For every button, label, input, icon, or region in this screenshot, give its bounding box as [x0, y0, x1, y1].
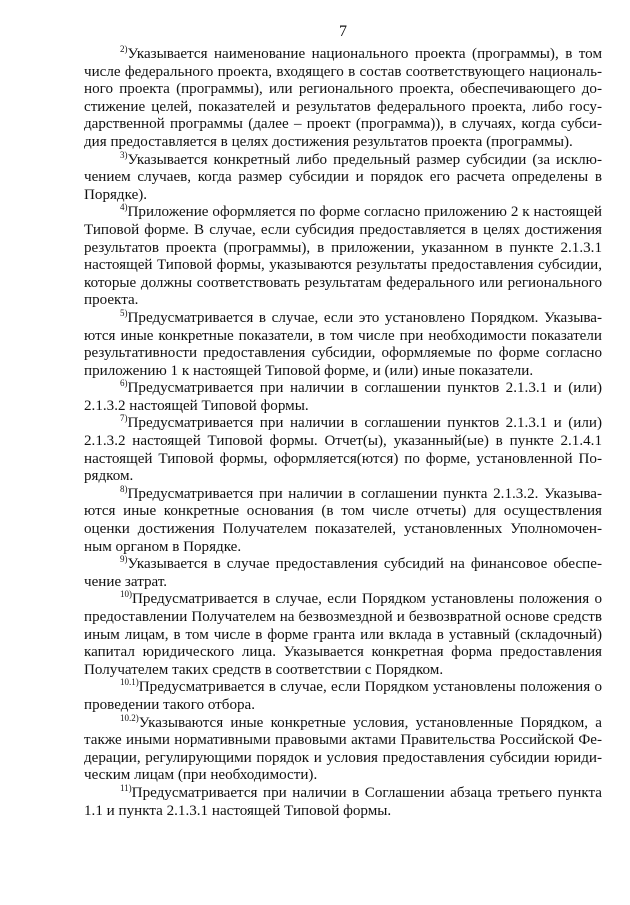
footnote-text: Предусматривается при наличии в соглашении пункта 2.1.3.2. Указываются иные конкретные основания (в том числе отчеты) для осуществления оценки достижения Получателем показателей, установленных Уполномоченным органом в Порядке. [84, 485, 602, 555]
footnote-text: Предусматривается при наличии в соглашении пунктов 2.1.3.1 и (или) 2.1.3.2 настоящей Типовой формы. [84, 380, 602, 414]
footnote-7 [84, 415, 602, 485]
footnote-marker: 5) [120, 307, 128, 318]
footnote-text: Предусматривается при наличии в соглашении пунктов 2.1.3.1 и (или) 2.1.3.2 настоящей Типовой формы. Отчет(ы), указанный(ые) в пункте 2.1.4.1 настоящей Типовой формы, оформляется(ются) по форме, установленной Порядком. [84, 415, 602, 485]
footnote-text: Указываются иные конкретные условия, установленные Порядком, а также иными нормативными правовыми актами Правительства Российской Федерации, регулирующими порядок и условия предоставления субсидии юридическим лицам (при необходимости). [84, 714, 602, 784]
footnote-9 [84, 556, 602, 591]
footnote-marker: 4) [120, 202, 128, 213]
footnote-marker: 3) [120, 149, 128, 160]
footnote-4 [84, 204, 602, 310]
page-number: 7 [339, 23, 347, 40]
footnote-text: Предусматривается в случае, если это установлено Порядком. Указываются иные конкретные показатели, в том числе при необходимости показатели результативности предоставления субсидии, оформляемые по форме согласно приложению 1 к настоящей Типовой форме, и (или) иные показатели. [84, 309, 602, 379]
footnote-marker: 9) [120, 554, 128, 565]
footnote-3 [84, 149, 602, 205]
footnote-2 [84, 46, 602, 152]
footnote-marker: 10.1) [120, 677, 139, 688]
footnote-text: Предусматривается при наличии в Соглашении абзаца третьего пункта 1.1 и пункта 2.1.3.1 настоящей Типовой формы. [84, 784, 602, 819]
footnote-marker: 10) [120, 589, 132, 600]
footnote-text: Указывается в случае предоставления субсидий на финансовое обеспечение затрат. [84, 556, 602, 590]
footnote-marker: 6) [120, 378, 128, 389]
footnote-text: Указывается наименование национального проекта (программы), в том числе федерального проекта, входящего в состав соответствующего национального проекта (программы), или регионального проекта, обеспечивающего достижение целей, показателей и результатов федерального проекта, либо государственной программы (далее – проект (программа)), в случаях, когда субсидия предоставляется в целях достижения результатов проекта (программы). [84, 46, 602, 150]
footnote-8 [84, 483, 602, 556]
footnote-10 [84, 591, 602, 679]
footnote-5 [84, 307, 602, 380]
footnote-text: Предусматривается в случае, если Порядком установлены положения о предоставлении Получателем на безвозмездной и безвозвратной основе средств иным лицам, в том числе в форме гранта или вклада в уставный (складочный) капитал юридического лица. Указывается конкретная форма предоставления Получателем таких средств в соответствии с Порядком. [84, 591, 602, 678]
footnote-text: Предусматривается в случае, если Порядком установлены положения о проведении такого отбора. [84, 679, 602, 713]
footnote-marker: 2) [120, 44, 128, 54]
footnote-marker: 8) [120, 483, 128, 494]
footnote-11 [84, 782, 602, 820]
footnote-6 [84, 380, 602, 415]
footnote-marker: 11) [120, 782, 132, 793]
footnote-marker: 10.2) [120, 712, 139, 723]
footnote-marker: 7) [120, 413, 128, 424]
footnote-10-2 [84, 712, 602, 785]
footnote-text: Приложение оформляется по форме согласно приложению 2 к настоящей Типовой форме. В случае, если субсидия предоставляется в целях достижения результатов проекта (программы), в приложении, указанном в пункте 2.1.3.1 настоящей Типовой формы, указываются результаты предоставления субсидии, которые должны соответствовать результатам федерального или регионального проекта. [84, 204, 602, 309]
document-page [84, 22, 602, 820]
footnote-10-1 [84, 679, 602, 714]
footnote-text: Указывается конкретный либо предельный размер субсидии (за исключением случаев, когда размер субсидии и порядок его расчета определены в Порядке). [84, 151, 602, 203]
